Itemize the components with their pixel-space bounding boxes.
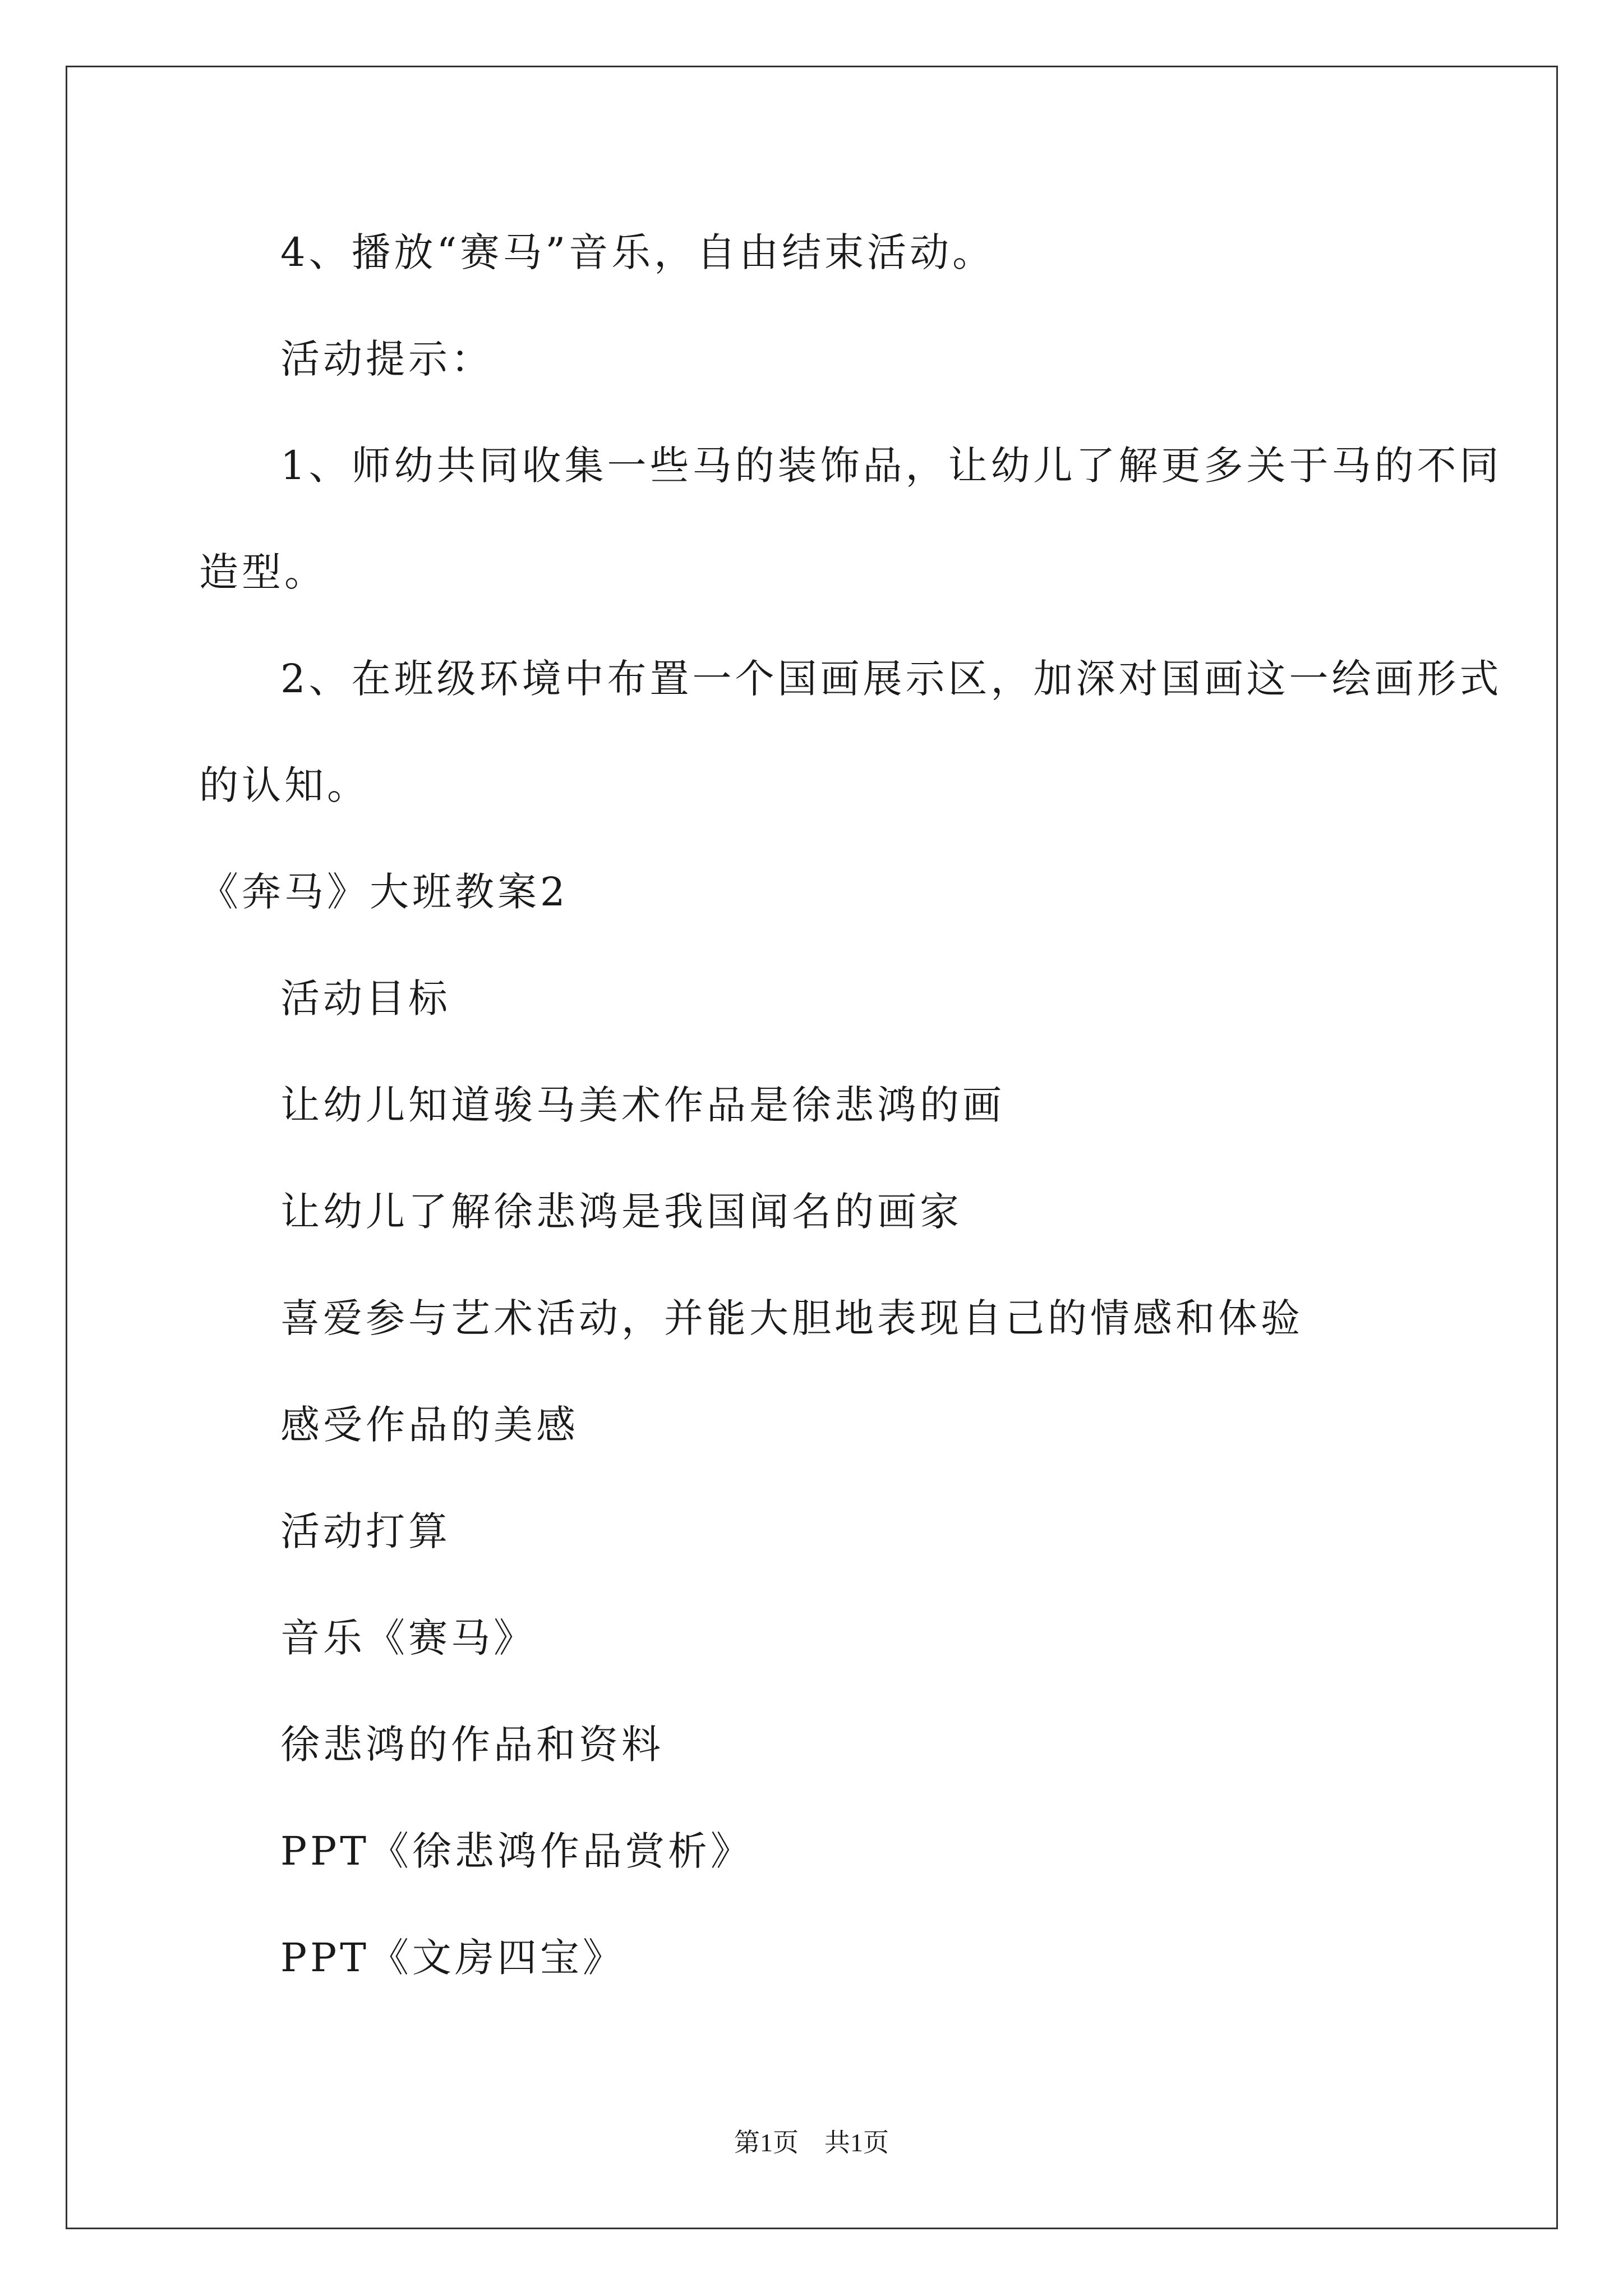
paragraph-prep-ppt-1: PPT《徐悲鸿作品赏析》: [280, 1828, 753, 1874]
paragraph-tip-2: 2、在班级环境中布置一个国画展示区，加深对国画这一绘画形式: [280, 656, 1502, 702]
paragraph-tip-1: 1、师幼共同收集一些马的装饰品，让幼儿了解更多关于马的不同: [280, 443, 1502, 489]
paragraph-goal-3: 喜爱参与艺术活动，并能大胆地表现自己的情感和体验: [280, 1295, 1303, 1341]
section-title: 《奔马》大班教案2: [199, 869, 569, 915]
page-border: [66, 66, 1558, 2229]
paragraph-activity-goals-heading: 活动目标: [280, 976, 451, 1022]
page-footer: 第1页 共1页: [734, 2128, 889, 2157]
paragraph-tip-1-continued: 造型。: [199, 549, 327, 595]
paragraph-goal-2: 让幼儿了解徐悲鸿是我国闻名的画家: [280, 1189, 962, 1235]
paragraph-activity-tips-heading: 活动提示：: [280, 336, 494, 382]
paragraph-prep-ppt-2: PPT《文房四宝》: [280, 1935, 625, 1981]
paragraph-preparation-heading: 活动打算: [280, 1508, 451, 1554]
paragraph-goal-1: 让幼儿知道骏马美术作品是徐悲鸿的画: [280, 1082, 1005, 1128]
paragraph-prep-music: 音乐《赛马》: [280, 1615, 536, 1661]
paragraph-prep-works: 徐悲鸿的作品和资料: [280, 1722, 664, 1768]
paragraph-step-4: 4、播放“赛马”音乐，自由结束活动。: [280, 229, 995, 275]
paragraph-goal-4: 感受作品的美感: [280, 1402, 579, 1448]
paragraph-tip-2-continued: 的认知。: [199, 762, 370, 808]
